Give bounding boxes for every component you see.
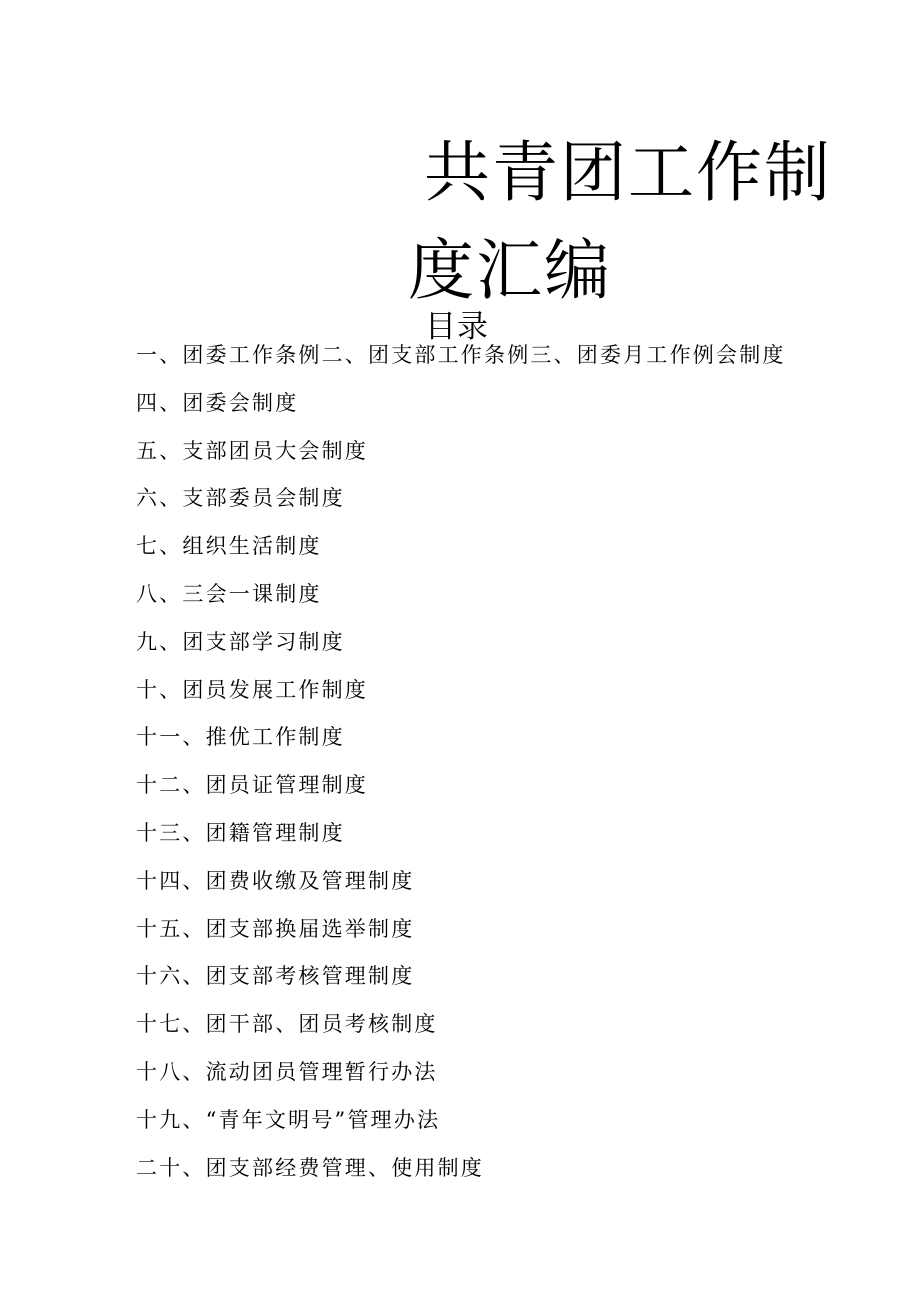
toc-item: 十二、团员证管理制度 [136,773,368,798]
table-of-contents-list [136,340,816,1200]
toc-item: 八、三会一课制度 [136,581,322,606]
toc-item: 十九、“青年文明号”管理办法 [136,1107,441,1132]
toc-item: 十八、流动团员管理暂行办法 [136,1059,438,1084]
toc-item: 十五、团支部换届选举制度 [136,916,415,941]
toc-item: 十三、团籍管理制度 [136,820,345,845]
toc-item: 十、团员发展工作制度 [136,677,368,702]
toc-item: 十七、团干部、团员考核制度 [136,1012,438,1037]
toc-item: 十六、团支部考核管理制度 [136,964,415,989]
document-title-line-2: 度汇编 [408,232,612,310]
table-of-contents-heading: 目录 [425,308,489,345]
toc-item: 四、团委会制度 [136,390,299,415]
toc-item: 六、支部委员会制度 [136,486,345,511]
toc-item: 七、组织生活制度 [136,534,322,559]
toc-item: 九、团支部学习制度 [136,629,345,654]
document-title-line-1: 共青团工作制 [424,134,832,212]
toc-item: 一、团委工作条例二、团支部工作条例三、团委月工作例会制度 [136,343,786,367]
toc-item: 十四、团费收缴及管理制度 [136,868,415,893]
toc-item: 十一、推优工作制度 [136,725,345,750]
toc-item: 二十、团支部经费管理、使用制度 [136,1155,484,1180]
toc-item: 五、支部团员大会制度 [136,438,368,463]
